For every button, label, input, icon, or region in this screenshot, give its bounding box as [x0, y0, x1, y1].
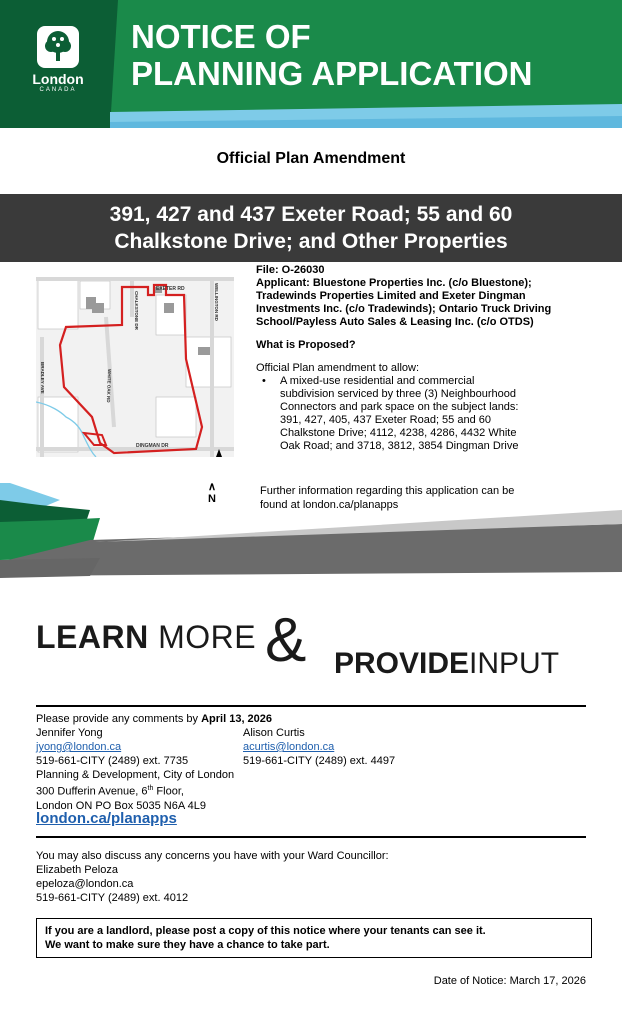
- bullet-line: Chalkstone Drive; 4112, 4238, 4286, 4432 White: [280, 427, 517, 439]
- north-label: N: [208, 493, 216, 505]
- councillor-phone: 519-661-CITY (2489) ext. 4012: [36, 892, 189, 904]
- planner-1-name: Jennifer Yong: [36, 727, 103, 739]
- planner-1-phone: 519-661-CITY (2489) ext. 7735: [36, 755, 189, 767]
- comments-prefix: Please provide any comments by: [36, 713, 199, 725]
- landlord-line-2: We want to make sure they have a chance to take part.: [45, 939, 330, 951]
- planner-2-email[interactable]: acurtis@london.ca: [243, 741, 335, 753]
- map-label-bradley: BRADLEY AVE: [40, 362, 45, 394]
- map-label-exeter: EXETER RD: [156, 286, 185, 292]
- councillor-intro: You may also discuss any concerns you have with your Ward Councillor:: [36, 850, 389, 862]
- north-arrow-icon: ∧: [207, 481, 217, 493]
- provide-input-heading: [334, 646, 559, 682]
- department: Planning & Development, City of London: [36, 769, 235, 781]
- comments-deadline: [36, 712, 272, 726]
- file-number: File: O-26030: [256, 264, 325, 276]
- list-item: [256, 375, 616, 453]
- page-title: [131, 18, 533, 92]
- bullet-line: Oak Road; and 3718, 3812, 3854 Dingman Drive: [280, 440, 519, 452]
- map-label-chalkstone: CHALKSTONE DR: [134, 291, 139, 330]
- planner-1-email[interactable]: jyong@london.ca: [36, 741, 122, 753]
- learn-more-heading: [36, 618, 256, 656]
- logo-country: CANADA: [39, 87, 77, 93]
- councillor-name: Elizabeth Peloza: [36, 864, 118, 876]
- planner-2-name: Alison Curtis: [243, 727, 305, 739]
- bullet-line: Connectors and park space on the subject lands:: [280, 401, 519, 413]
- divider-top: [36, 705, 586, 707]
- ampersand: &: [265, 606, 307, 675]
- planapps-link[interactable]: london.ca/planapps: [36, 810, 177, 827]
- map-label-white-oak: WHITE OAK RD: [105, 368, 112, 403]
- planner-1: [36, 726, 188, 768]
- proposed-list: [256, 375, 616, 453]
- further-line-2: found at london.ca/planapps: [260, 499, 399, 511]
- date-of-notice: Date of Notice: March 17, 2026: [433, 975, 586, 987]
- title-line-2: PLANNING APPLICATION: [131, 55, 533, 92]
- applicant-line-4: School/Payless Auto Sales & Leasing Inc. (c/o OTDS): [256, 316, 534, 328]
- title-line-1: NOTICE OF: [131, 18, 311, 55]
- address-line-1: 300 Dufferin Avenue, 6th Floor,: [36, 785, 184, 798]
- divider-middle: [36, 836, 586, 838]
- further-line-1: Further information regarding this application can be: [260, 485, 515, 497]
- applicant-line-2: Tradewinds Properties Limited and Exeter Dingman: [256, 290, 526, 302]
- application-info: [256, 264, 616, 453]
- map-label-dingman: DINGMAN DR: [136, 443, 169, 449]
- applicant-line-1: Applicant: Bluestone Properties Inc. (c/o Bluestone);: [256, 277, 532, 289]
- header-banner: [0, 0, 622, 128]
- more-text: MORE: [158, 619, 257, 655]
- address-line-2: Chalkstone Drive; and Other Properties: [114, 230, 508, 253]
- address-line-2: London ON PO Box 5035 N6A 4L9: [36, 799, 207, 812]
- input-text: INPUT: [469, 647, 560, 680]
- logo-city: London: [32, 71, 84, 87]
- map-label-wellington: WELLINGTON RD: [214, 283, 219, 321]
- proposed-intro: Official Plan amendment to allow:: [256, 362, 420, 374]
- provide-text: PROVIDE: [334, 647, 470, 680]
- site-map: [36, 277, 234, 457]
- bullet-line: A mixed-use residential and commercial: [280, 375, 475, 387]
- planner-2: [243, 726, 395, 768]
- applicant-line-3: Investments Inc. (c/o Tradewinds); Ontario Truck Driving: [256, 303, 552, 315]
- landlord-line-1: If you are a landlord, please post a copy of this notice where your tenants can see it.: [45, 925, 486, 937]
- learn-text: LEARN: [36, 619, 149, 655]
- councillor-info: [36, 849, 389, 905]
- address-line-1: 391, 427 and 437 Exeter Road; 55 and 60: [109, 203, 513, 226]
- further-info: [260, 484, 580, 512]
- north-arrow: [204, 480, 220, 505]
- address-bar: [0, 194, 622, 262]
- planner-2-phone: 519-661-CITY (2489) ext. 4497: [243, 755, 396, 767]
- councillor-email: epeloza@london.ca: [36, 878, 134, 890]
- subtitle: Official Plan Amendment: [216, 150, 406, 167]
- office-address: [36, 768, 234, 813]
- bullet-line: 391, 427, 405, 437 Exeter Road; 55 and 60: [280, 414, 491, 426]
- bullet-icon: •: [262, 375, 266, 387]
- proposed-heading: What is Proposed?: [256, 339, 356, 351]
- bullet-line: subdivision serviced by three (3) Neighbourhood: [280, 388, 517, 400]
- comments-date: April 13, 2026: [201, 713, 273, 725]
- london-logo: [18, 26, 98, 106]
- tree-icon: [37, 26, 79, 68]
- landlord-notice-box: [36, 918, 592, 958]
